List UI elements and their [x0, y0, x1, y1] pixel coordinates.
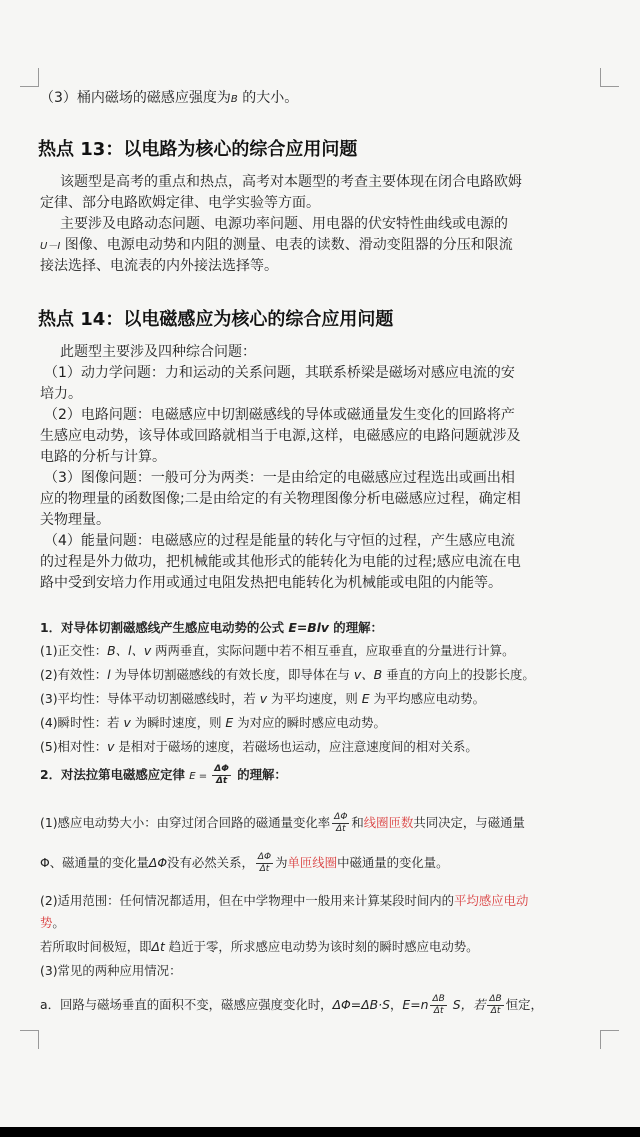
- crop-mark-top-right: [600, 68, 619, 87]
- text-line: 主要涉及电路动态问题、电源功率问题、用电器的伏安特性曲线或电源的: [60, 216, 508, 232]
- text-line: 此题型主要涉及四种综合问题：: [60, 344, 256, 360]
- formula-fraction: $\frac{\Delta B}{\Delta t}$: [432, 994, 445, 1016]
- text-line: (3)平均性：导体平动切割磁感线时，若 v 为平均速度，则 E 为平均感应电动势。: [40, 691, 486, 706]
- text-line: 若所取时间极短，即Δt 趋近于零，所求感应电动势为该时刻的瞬时感应电动势。: [40, 939, 479, 954]
- section-2-title: 2．对法拉第电磁感应定律 E = $\frac{\Delta\Phi}{\Delta t}$ 的理解：: [40, 764, 287, 786]
- formula-fraction: $\frac{\Delta\Phi}{\Delta t}$: [334, 812, 348, 834]
- text-line: U－I 图像、电源电动势和内阻的测量、电表的读数、滑动变阻器的分压和限流: [40, 237, 513, 253]
- text-line: （3）图像问题：一般可分为两类：一是由给定的电磁感应过程选出或画出相: [44, 470, 515, 486]
- text-line: 该题型是高考的重点和热点，高考对本题型的考查主要体现在闭合电路欧姆: [60, 174, 522, 190]
- text-line: (3)常见的两种应用情况：: [40, 963, 182, 978]
- crop-mark-bottom-left: [20, 1030, 39, 1049]
- text-line: 定律、部分电路欧姆定律、电学实验等方面。: [40, 195, 320, 211]
- crop-mark-bottom-right: [600, 1030, 619, 1049]
- text-line: 生感应电动势，该导体或回路就相当于电源,这样，电磁感应的电路问题就涉及: [40, 428, 521, 444]
- text-line: a．回路与磁场垂直的面积不变，磁感应强度变化时，ΔΦ=ΔB·S，E=n $\frac{\Delta B}{\Delta t}$ S，若 $\frac{\Delta B}{\Delta t}$ 恒定，: [40, 994, 543, 1016]
- bottom-bar: [0, 1127, 640, 1137]
- formula-fraction: $\frac{\Delta\Phi}{\Delta t}$: [257, 852, 272, 874]
- text-line: (1)正交性：B、l、v 两两垂直，实际问题中若不相互垂直，应取垂直的分量进行计算。: [40, 643, 515, 658]
- text-line: 培力。: [40, 386, 82, 402]
- text-line: Φ、磁通量的变化量ΔΦ没有必然关系， $\frac{\Delta\Phi}{\Delta t}$ 为单匝线圈中磁通量的变化量。: [40, 852, 449, 874]
- text-line: （2）电路问题：电磁感应中切割磁感线的导体或磁通量发生变化的回路将产: [44, 407, 515, 423]
- text-line: 电路的分析与计算。: [40, 449, 166, 465]
- text-line: (2)适用范围：任何情况都适用，但在中学物理中一般用来计算某段时间内的平均感应电动: [40, 893, 529, 908]
- text-line: (5)相对性：v 是相对于磁场的速度，若磁场也运动，应注意速度间的相对关系。: [40, 739, 478, 754]
- formula-fraction: $\frac{\Delta\Phi}{\Delta t}$: [214, 764, 229, 786]
- text-line: (1)感应电动势大小：由穿过闭合回路的磁通量变化率 $\frac{\Delta\Phi}{\Delta t}$ 和线圈匝数共同决定，与磁通量: [40, 812, 525, 834]
- text-line: (2)有效性：l 为导体切割磁感线的有效长度，即导体在与 v、B 垂直的方向上的投影长度。: [40, 667, 535, 682]
- text-line: 接法选择、电流表的内外接法选择等。: [40, 258, 278, 274]
- text-line: （3）桶内磁场的磁感应强度为B 的大小。: [40, 90, 299, 106]
- text-line: (4)瞬时性：若 v 为瞬时速度，则 E 为对应的瞬时感应电动势。: [40, 715, 386, 730]
- formula-fraction: $\frac{\Delta B}{\Delta t}$: [489, 994, 502, 1016]
- text-line: 的过程是外力做功，把机械能或其他形式的能转化为电能的过程;感应电流在电: [40, 554, 521, 570]
- heading-hotspot-14: 热点 14：以电磁感应为核心的综合应用问题: [38, 309, 394, 330]
- text-line: （1）动力学问题：力和运动的关系问题，其联系桥梁是磁场对感应电流的安: [44, 365, 515, 381]
- text-line: 势。: [40, 915, 65, 930]
- text-line: 应的物理量的函数图像;二是由给定的有关物理图像分析电磁感应过程，确定相: [40, 491, 521, 507]
- heading-hotspot-13: 热点 13：以电路为核心的综合应用问题: [38, 139, 358, 160]
- section-1-title: 1．对导体切割磁感线产生感应电动势的公式 E=Blv 的理解：: [40, 620, 383, 635]
- crop-mark-top-left: [20, 68, 39, 87]
- text-line: （4）能量问题：电磁感应的过程是能量的转化与守恒的过程，产生感应电流: [44, 533, 515, 549]
- text-line: 关物理量。: [40, 512, 110, 528]
- text-line: 路中受到安培力作用或通过电阻发热把电能转化为机械能或电阻的内能等。: [40, 575, 502, 591]
